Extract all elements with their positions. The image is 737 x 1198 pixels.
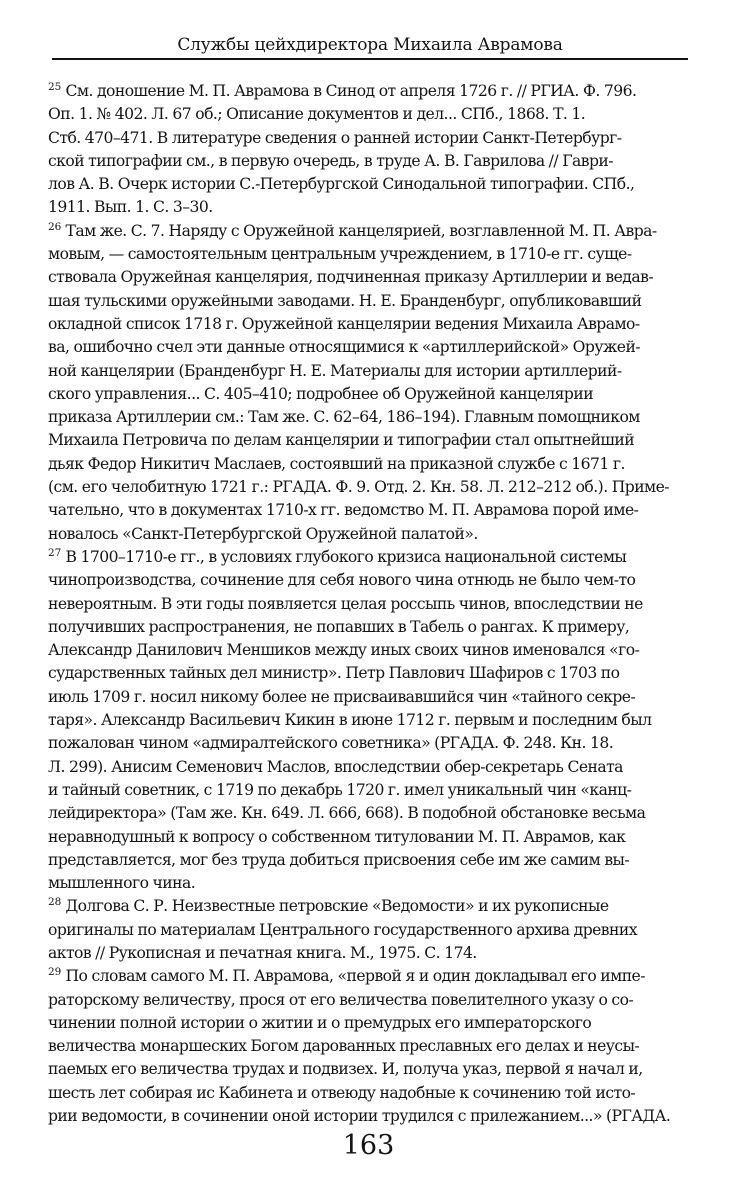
footnote-text: ствовала Оружейная канцелярия, подчиненная приказу Артиллерии и ведав-	[48, 268, 654, 287]
footnote-text: 1911. Вып. 1. С. 3–30.	[48, 198, 213, 217]
footnote-text: величества монаршеских Богом дарованных преславных его делах и неусы-	[48, 1037, 640, 1056]
footnote-line	[48, 732, 690, 755]
footnote-number: 29	[48, 966, 62, 979]
footnotes-block	[48, 80, 690, 1128]
footnote-line	[48, 429, 690, 452]
footnote-text: ского управления... С. 405–410; подробнее об Оружейной канцелярии	[48, 384, 594, 403]
footnote-line	[48, 895, 690, 918]
footnote-line	[48, 569, 690, 592]
footnote-line	[48, 779, 690, 802]
running-head-rule	[52, 58, 688, 60]
footnote-text: чательно, что в документах 1710-х гг. ведомство М. П. Аврамова порой име-	[48, 501, 639, 520]
footnote-text: По словам самого М. П. Аврамова, «первой я и один докладывал его импе-	[65, 967, 645, 986]
footnote-line	[48, 1012, 690, 1035]
footnote-text: Стб. 470–471. В литературе сведения о ранней истории Санкт-Петербург-	[48, 128, 622, 147]
footnote-line	[48, 313, 690, 336]
footnote-line	[48, 639, 690, 662]
footnote-text: паемых его величества трудах и подвизех. И, получа указ, первой я начал и,	[48, 1060, 643, 1079]
footnote-line	[48, 290, 690, 313]
page-number: 163	[342, 1130, 395, 1161]
footnote-line	[48, 127, 690, 150]
footnote-line	[48, 546, 690, 569]
footnote-text: сударственных тайных дел министр». Петр Павлович Шафиров с 1703 по	[48, 664, 620, 683]
footnote-line	[48, 802, 690, 825]
footnote-text: представляется, мог без труда добиться присвоения себе им же самим вы-	[48, 850, 630, 869]
footnote-text: ской типографии см., в первую очередь, в труде А. В. Гаврилова // Гаври-	[48, 151, 613, 170]
footnote-text: получивших распространения, не попавших в Табель о рангах. К примеру,	[48, 617, 630, 636]
footnote-line	[48, 80, 690, 103]
footnote-line	[48, 1105, 690, 1128]
footnote-27	[48, 546, 690, 895]
footnote-line	[48, 336, 690, 359]
footnote-line	[48, 662, 690, 685]
footnote-number: 26	[48, 220, 62, 233]
footnote-text: шесть лет собирая ис Кабинета и отвеюду надобные к сочинению той исто-	[48, 1083, 636, 1102]
footnote-line	[48, 499, 690, 522]
footnote-line	[48, 220, 690, 243]
footnote-text: лов А. В. Очерк истории С.-Петербургской Синодальной типографии. СПб.,	[48, 175, 635, 194]
footnote-text: лейдиректора» (Там же. Кн. 649. Л. 666, 668). В подобной обстановке весьма	[48, 804, 646, 823]
footnote-line	[48, 243, 690, 266]
footnote-text: ной канцелярии (Бранденбург Н. Е. Материалы для истории артиллерий-	[48, 361, 622, 380]
footnote-text: невероятным. В эти годы появляется целая россыпь чинов, впоследствии не	[48, 594, 643, 613]
footnote-line	[48, 756, 690, 779]
footnote-text: неравнодушный к вопросу о собственном титуловании М. П. Аврамов, как	[48, 827, 626, 846]
footnote-line	[48, 196, 690, 219]
footnote-26	[48, 220, 690, 546]
footnote-text: оригиналы по материалам Центрального государственного архива древних	[48, 920, 637, 939]
footnote-text: шая тульскими оружейными заводами. Н. Е. Бранденбург, опубликовавший	[48, 291, 642, 310]
footnote-line	[48, 849, 690, 872]
footnote-text: чинении полной истории о житии и о премудрых его императорского	[48, 1013, 592, 1032]
footnote-text: Там же. С. 7. Наряду с Оружейной канцелярией, возглавленной М. П. Авра-	[65, 221, 657, 240]
footnote-text: Михаила Петровича по делам канцелярии и типографии стал опытнейший	[48, 431, 635, 450]
footnote-text: и тайный советник, с 1719 по декабрь 1720 г. имел уникальный чин «канц-	[48, 780, 632, 799]
footnote-text: актов // Рукописная и печатная книга. М., 1975. С. 174.	[48, 943, 477, 962]
footnote-line	[48, 872, 690, 895]
footnote-line	[48, 523, 690, 546]
footnote-line	[48, 406, 690, 429]
footnote-line	[48, 1035, 690, 1058]
footnote-text: Оп. 1. № 402. Л. 67 об.; Описание документов и дел... СПб., 1868. Т. 1.	[48, 105, 586, 124]
footnote-text: чинопроизводства, сочинение для себя нового чина отнюдь не было чем-то	[48, 571, 636, 590]
footnote-text: приказа Артиллерии см.: Там же. С. 62–64, 186–194). Главным помощником	[48, 408, 640, 427]
footnote-line	[48, 103, 690, 126]
footnote-line	[48, 826, 690, 849]
footnote-text: рии ведомости, в сочинении оной истории трудился с прилежанием...» (РГАДА.	[48, 1107, 671, 1126]
footnote-line	[48, 1058, 690, 1081]
footnote-25	[48, 80, 690, 220]
footnote-text: июль 1709 г. носил никому более не присваивавшийся чин «тайного секре-	[48, 687, 636, 706]
footnote-text: окладной список 1718 г. Оружейной канцелярии ведения Михаила Аврамо-	[48, 314, 640, 333]
footnote-number: 27	[48, 546, 62, 559]
footnote-line	[48, 150, 690, 173]
footnote-line	[48, 965, 690, 988]
footnote-line	[48, 383, 690, 406]
footnote-line	[48, 453, 690, 476]
footnote-text: ва, ошибочно счел эти данные относящимися к «артиллерийской» Оружей-	[48, 338, 641, 357]
footnote-text: таря». Александр Васильевич Кикин в июне 1712 г. первым и последним был	[48, 711, 652, 730]
footnote-line	[48, 266, 690, 289]
footnote-number: 25	[48, 81, 62, 93]
footnote-text: мовым, — самостоятельным центральным учреждением, в 1710-е гг. суще-	[48, 245, 632, 264]
footnote-28	[48, 895, 690, 965]
footnote-line	[48, 686, 690, 709]
footnote-text: Александр Данилович Меншиков между иных своих чинов именовался «го-	[48, 641, 640, 660]
footnote-line	[48, 919, 690, 942]
footnote-text: См. доношение М. П. Аврамова в Синод от апреля 1726 г. // РГИА. Ф. 796.	[65, 82, 637, 100]
running-head: Службы цейхдиректора Михаила Аврамова	[177, 35, 563, 55]
footnote-line	[48, 942, 690, 965]
footnote-text: (см. его челобитную 1721 г.: РГАДА. Ф. 9. Отд. 2. Кн. 58. Л. 212–212 об.). Приме-	[48, 478, 670, 497]
footnote-text: раторскому величеству, прося от его величества повелителного указу о со-	[48, 990, 634, 1009]
footnote-line	[48, 709, 690, 732]
footnote-29	[48, 965, 690, 1128]
footnote-text: дьяк Федор Никитич Маслаев, состоявший на приказной службе с 1671 г.	[48, 454, 625, 473]
footnote-line	[48, 989, 690, 1012]
footnote-line	[48, 1082, 690, 1105]
footnote-line	[48, 476, 690, 499]
footnote-text: мышленного чина.	[48, 874, 196, 893]
footnote-text: В 1700–1710-е гг., в условиях глубокого кризиса национальной системы	[65, 547, 627, 566]
footnote-line	[48, 360, 690, 383]
footnote-line	[48, 616, 690, 639]
footnote-text: Долгова С. Р. Неизвестные петровские «Ведомости» и их рукописные	[65, 897, 609, 916]
footnote-line	[48, 173, 690, 196]
footnote-text: пожалован чином «адмиралтейского советника» (РГАДА. Ф. 248. Кн. 18.	[48, 734, 614, 753]
footnote-text: Л. 299). Анисим Семенович Маслов, впоследствии обер-секретарь Сената	[48, 757, 623, 776]
footnote-line	[48, 593, 690, 616]
footnote-number: 28	[48, 896, 62, 909]
footnote-text: новалось «Санкт-Петербургской Оружейной палатой».	[48, 524, 478, 543]
